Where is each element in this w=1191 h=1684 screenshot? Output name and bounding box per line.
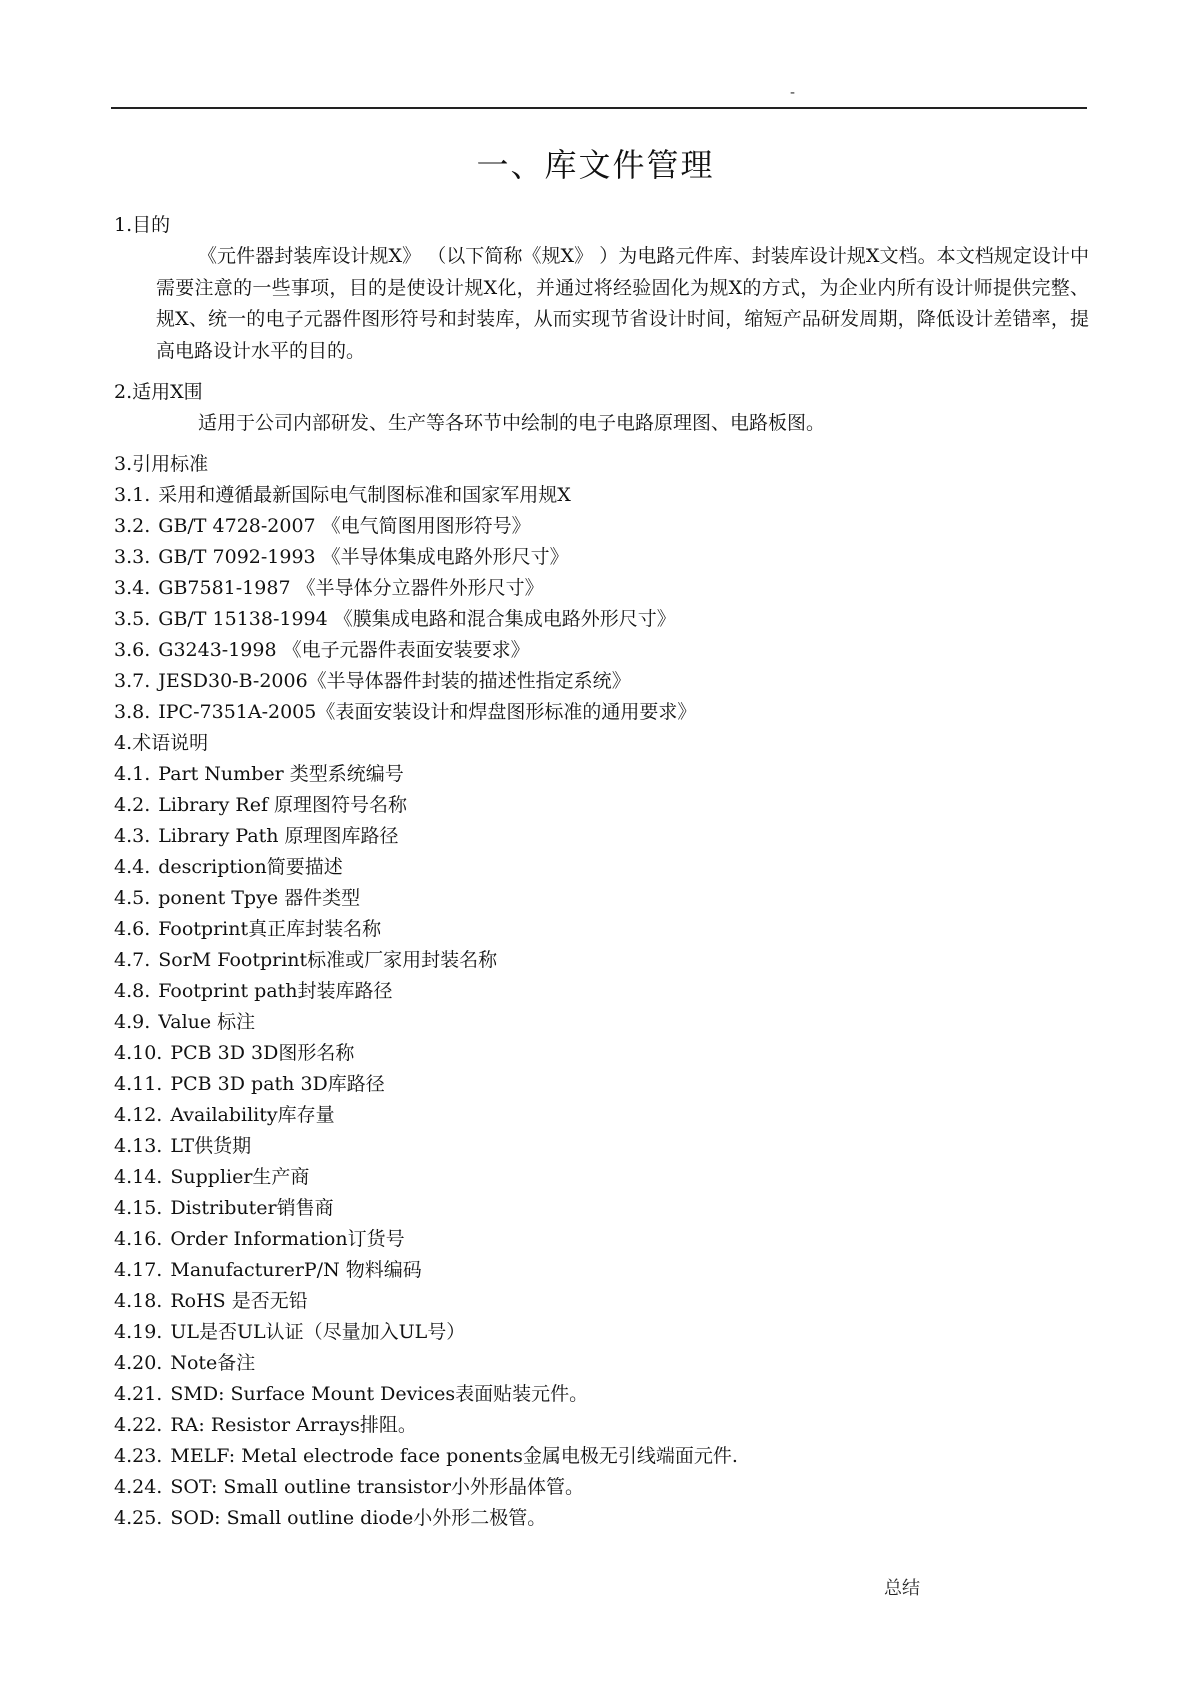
list-item xyxy=(114,1224,1089,1255)
item-text: Footprint真正库封装名称 xyxy=(158,918,382,940)
item-number: 4.2. xyxy=(114,794,151,816)
list-item xyxy=(114,1131,1089,1162)
list-item xyxy=(114,1007,1089,1038)
list-item xyxy=(114,821,1089,852)
list-item xyxy=(114,635,1089,666)
item-number: 4.10. xyxy=(114,1042,163,1064)
section-purpose xyxy=(114,210,1089,367)
list-item xyxy=(114,1472,1089,1503)
list-item xyxy=(114,945,1089,976)
list-item xyxy=(114,1100,1089,1131)
item-text: SMD: Surface Mount Devices表面贴装元件。 xyxy=(170,1383,589,1405)
item-number: 4.23. xyxy=(114,1445,163,1467)
item-text: Supplier生产商 xyxy=(170,1166,310,1188)
section-heading: 3.引用标准 xyxy=(114,453,209,475)
section-heading: 2.适用X围 xyxy=(114,381,203,403)
item-number: 4.4. xyxy=(114,856,151,878)
item-number: 4.20. xyxy=(114,1352,163,1374)
item-number: 4.5. xyxy=(114,887,151,909)
item-number: 4.11. xyxy=(114,1073,163,1095)
item-text: Value 标注 xyxy=(158,1011,256,1033)
document-body xyxy=(114,210,1089,1534)
list-item xyxy=(114,1317,1089,1348)
item-number: 3.8. xyxy=(114,701,151,723)
item-text: PCB 3D 3D图形名称 xyxy=(170,1042,355,1064)
item-number: 3.2. xyxy=(114,515,151,537)
section-heading: 4.术语说明 xyxy=(114,732,209,754)
item-text: 采用和遵循最新国际电气制图标准和国家军用规X xyxy=(158,484,571,506)
list-item xyxy=(114,1038,1089,1069)
item-number: 3.1. xyxy=(114,484,151,506)
item-number: 4.17. xyxy=(114,1259,163,1281)
item-number: 4.14. xyxy=(114,1166,163,1188)
list-item xyxy=(114,1503,1089,1534)
item-number: 4.15. xyxy=(114,1197,163,1219)
item-text: description简要描述 xyxy=(158,856,343,878)
standards-list xyxy=(114,480,1089,728)
item-number: 4.12. xyxy=(114,1104,163,1126)
list-item xyxy=(114,697,1089,728)
item-text: Distributer销售商 xyxy=(170,1197,334,1219)
item-number: 4.1. xyxy=(114,763,151,785)
item-number: 4.7. xyxy=(114,949,151,971)
item-number: 4.16. xyxy=(114,1228,163,1250)
item-number: 3.3. xyxy=(114,546,151,568)
list-item xyxy=(114,1286,1089,1317)
list-item xyxy=(114,852,1089,883)
item-text: RA: Resistor Arrays排阻。 xyxy=(170,1414,417,1436)
list-item xyxy=(114,480,1089,511)
item-text: SOT: Small outline transistor小外形晶体管。 xyxy=(170,1476,584,1498)
item-text: G3243-1998 《电子元器件表面安装要求》 xyxy=(158,639,530,661)
list-item xyxy=(114,759,1089,790)
item-number: 4.6. xyxy=(114,918,151,940)
list-item xyxy=(114,914,1089,945)
item-number: 3.7. xyxy=(114,670,151,692)
item-number: 4.8. xyxy=(114,980,151,1002)
section-standards xyxy=(114,449,1089,728)
item-number: 4.3. xyxy=(114,825,151,847)
item-number: 3.4. xyxy=(114,577,151,599)
list-item xyxy=(114,604,1089,635)
item-text: GB/T 4728-2007 《电气简图用图形符号》 xyxy=(158,515,531,537)
item-text: JESD30-B-2006《半导体器件封装的描述性指定系统》 xyxy=(158,670,631,692)
item-text: Order Information订货号 xyxy=(170,1228,405,1250)
list-item xyxy=(114,1069,1089,1100)
item-text: Footprint path封装库路径 xyxy=(158,980,393,1002)
item-text: ManufacturerP/N 物料编码 xyxy=(170,1259,422,1281)
item-text: IPC-7351A-2005《表面安装设计和焊盘图形标准的通用要求》 xyxy=(158,701,697,723)
list-item xyxy=(114,1410,1089,1441)
item-text: GB/T 15138-1994 《膜集成电路和混合集成电路外形尺寸》 xyxy=(158,608,676,630)
header-rule xyxy=(111,107,1087,109)
item-number: 4.13. xyxy=(114,1135,163,1157)
item-text: PCB 3D path 3D库路径 xyxy=(170,1073,385,1095)
item-text: SorM Footprint标准或厂家用封装名称 xyxy=(158,949,498,971)
item-text: RoHS 是否无铅 xyxy=(170,1290,308,1312)
list-item xyxy=(114,976,1089,1007)
list-item xyxy=(114,883,1089,914)
item-number: 4.22. xyxy=(114,1414,163,1436)
item-text: Availability库存量 xyxy=(170,1104,335,1126)
list-item xyxy=(114,573,1089,604)
item-number: 3.5. xyxy=(114,608,151,630)
list-item xyxy=(114,1255,1089,1286)
list-item xyxy=(114,511,1089,542)
footer-text: 总结 xyxy=(884,1578,920,1599)
item-text: ponent Tpye 器件类型 xyxy=(158,887,361,909)
item-text: GB7581-1987 《半导体分立器件外形尺寸》 xyxy=(158,577,544,599)
list-item xyxy=(114,790,1089,821)
item-number: 4.25. xyxy=(114,1507,163,1529)
page-title: 一、库文件管理 xyxy=(476,146,715,184)
scope-text: 适用于公司内部研发、生产等各环节中绘制的电子电路原理图、电路板图。 xyxy=(198,412,826,434)
section-terms xyxy=(114,728,1089,1534)
list-item xyxy=(114,1162,1089,1193)
item-text: Note备注 xyxy=(170,1352,256,1374)
item-text: LT供货期 xyxy=(170,1135,252,1157)
item-text: Part Number 类型系统编号 xyxy=(158,763,404,785)
header-mark: - xyxy=(790,84,795,101)
item-text: GB/T 7092-1993 《半导体集成电路外形尺寸》 xyxy=(158,546,569,568)
item-number: 4.18. xyxy=(114,1290,163,1312)
item-text: Library Path 原理图库路径 xyxy=(158,825,399,847)
item-number: 4.9. xyxy=(114,1011,151,1033)
item-number: 3.6. xyxy=(114,639,151,661)
list-item xyxy=(114,1348,1089,1379)
item-number: 4.19. xyxy=(114,1321,163,1343)
item-text: MELF: Metal electrode face ponents金属电极无引线端面元件. xyxy=(170,1445,738,1467)
list-item xyxy=(114,542,1089,573)
item-text: Library Ref 原理图符号名称 xyxy=(158,794,408,816)
purpose-paragraph: 《元件器封装库设计规X》 （以下简称《规X》 ）为电路元件库、封装库设计规X文档。本文档规定设计中需要注意的一些事项，目的是使设计规X化，并通过将经验固化为规X的方式，为企业内所有设计师提供完整、规X、统一的电子元器件图形符号和封装库，从而实现节省设计时间，缩短产品研发周期，降低设计差错率，提高电路设计水平的目的。 xyxy=(156,245,1089,362)
terms-list xyxy=(114,759,1089,1534)
list-item xyxy=(114,1441,1089,1472)
item-text: SOD: Small outline diode小外形二极管。 xyxy=(170,1507,547,1529)
list-item xyxy=(114,1379,1089,1410)
item-number: 4.21. xyxy=(114,1383,163,1405)
section-heading: 1.目的 xyxy=(114,214,171,236)
item-text: UL是否UL认证（尽量加入UL号） xyxy=(170,1321,466,1343)
list-item xyxy=(114,1193,1089,1224)
list-item xyxy=(114,666,1089,697)
item-number: 4.24. xyxy=(114,1476,163,1498)
section-scope xyxy=(114,377,1089,439)
